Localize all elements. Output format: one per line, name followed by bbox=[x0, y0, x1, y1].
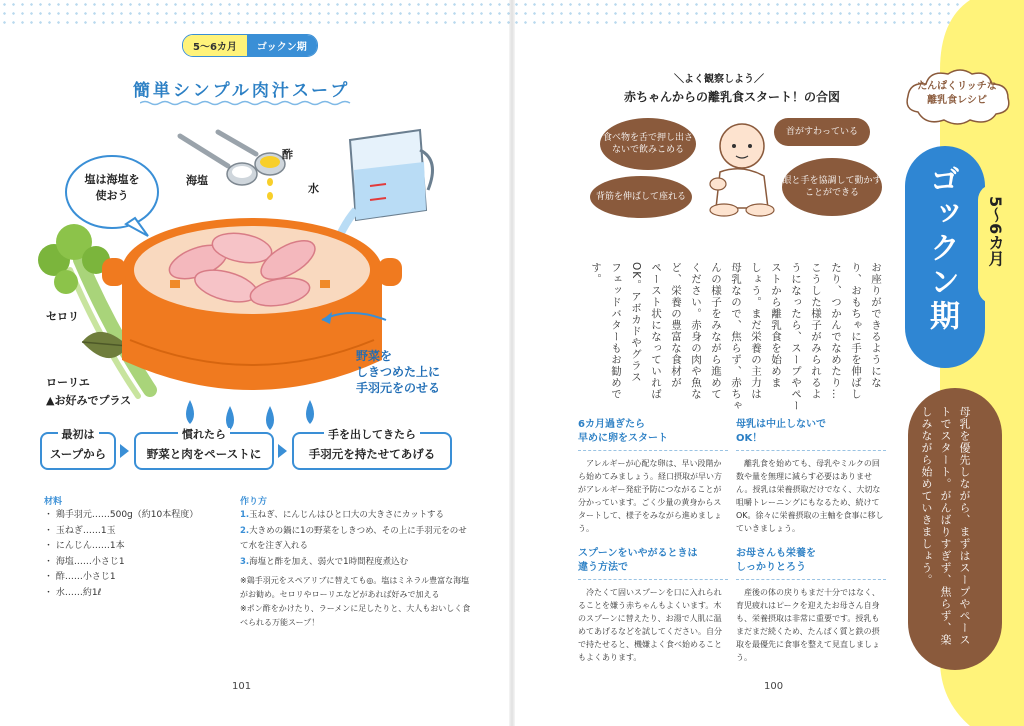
label-optional: ▲お好みでプラス bbox=[46, 394, 132, 407]
sign-neck: 首がすわっている bbox=[774, 118, 870, 146]
info-body: アレルギーが心配な卵は、早い段階から始めてみましょう。経口摂取が早い方がアレルギー発症予防につながることが分かっています。ごく少量の黄身からスタートして、様子をみながら進めましょう。 bbox=[578, 459, 722, 533]
info-section bbox=[578, 547, 728, 664]
info-heading: 母乳は中止しないで OK！ bbox=[736, 418, 886, 451]
info-heading: スプーンをいやがるときは 違う方法で bbox=[578, 547, 728, 580]
tag-age: 5～6カ月 bbox=[183, 35, 247, 56]
ingredients-list bbox=[44, 508, 198, 601]
method-step: 1.玉ねぎ、にんじんはひと口大の大きさにカットする bbox=[240, 510, 444, 520]
observe-title: 赤ちゃんからの離乳食スタート！の合図 bbox=[624, 90, 841, 104]
book-spine bbox=[509, 0, 515, 726]
intro-tab-text: 母乳を優先しながら、まずはスープやペーストでスタート。がんばりすぎず、焦らず、楽しみながら始めていきましょう。 bbox=[920, 406, 971, 646]
info-section bbox=[736, 418, 886, 535]
step-2: 慣れたら 野菜と肉をペーストに bbox=[134, 432, 274, 470]
label-water: 水 bbox=[308, 182, 319, 195]
dot-border bbox=[0, 0, 512, 26]
ingredient-item: ・ 玉ねぎ……1玉 bbox=[44, 525, 116, 536]
recipe-title: 簡単シンプル肉汁スープ bbox=[133, 81, 351, 101]
feeding-steps bbox=[40, 428, 452, 472]
veg-note: 野菜を しきつめた上に 手羽元をのせる bbox=[356, 349, 441, 395]
info-column-left bbox=[578, 418, 728, 676]
step-3: 手を出してきたら 手羽元を持たせてあげる bbox=[292, 432, 452, 470]
page-number-left: 101 bbox=[232, 681, 252, 692]
age-tab-text: 5～6カ月 bbox=[986, 196, 1005, 267]
right-page bbox=[512, 0, 1024, 726]
ingredient-item: ・ 水……約1ℓ bbox=[44, 587, 102, 598]
sign-sitting: 背筋を伸ばして座れる bbox=[590, 176, 692, 218]
note-1: ※鶏手羽元をスペアリブに替えても◎。塩はミネラル豊富な海塩がお勧め。セロリやローリエなどがあれば好みで加える bbox=[240, 576, 470, 599]
label-celery: セロリ bbox=[46, 310, 79, 323]
method-list bbox=[240, 508, 470, 570]
method-heading: 作り方 bbox=[240, 497, 268, 507]
step-1: 最初は スープから bbox=[40, 432, 116, 470]
ingredient-item: ・ 鶏手羽元……500g（約10本程度） bbox=[44, 510, 199, 520]
sign-eye-hand: 眼と手を協調して動かすことができる bbox=[782, 158, 882, 216]
note-2: ※ポン酢をかけたり、ラーメンに足したりと、大人もおいしく食べられる万能スープ！ bbox=[240, 604, 471, 627]
info-section bbox=[736, 547, 886, 664]
info-heading: お母さんも栄養を しっかりとろう bbox=[736, 547, 886, 580]
ingredient-item: ・ にんじん……1本 bbox=[44, 541, 125, 551]
stage-tab-text: ゴックン期 bbox=[924, 164, 959, 334]
sign-swallow: 食べ物を舌で押し出さないで飲みこめる bbox=[600, 118, 696, 170]
stage-tag bbox=[182, 34, 318, 57]
step-arrow bbox=[120, 444, 129, 458]
observe-label: ＼よく観察しよう／ bbox=[674, 74, 764, 85]
side-cloud-text: たんぱくリッチな 離乳食レシピ bbox=[917, 81, 997, 106]
baby-icon bbox=[698, 118, 784, 218]
ingredient-item: ・ 酢……小さじ1 bbox=[44, 572, 116, 582]
info-column-right bbox=[736, 418, 886, 676]
info-body: 冷たくて固いスプーンを口に入れられることを嫌う赤ちゃんもよくいます。木のスプーンに替えたり、お湯で人肌に温めてあげるなどを試してください。自分で持たせると、機嫌よく食べ始めることもよくあります。 bbox=[578, 588, 722, 662]
info-heading: 6カ月過ぎたら 早めに卵をスタート bbox=[578, 418, 728, 451]
info-section bbox=[578, 418, 728, 535]
label-sea-salt: 海塩 bbox=[186, 174, 208, 187]
salt-bubble-text: 塩は海塩を 使おう bbox=[84, 173, 140, 202]
page-number-right: 100 bbox=[764, 681, 784, 692]
title-underline bbox=[140, 100, 360, 106]
label-vinegar: 酢 bbox=[282, 148, 293, 161]
method-step: 3.海塩と酢を加え、弱火で1時間程度煮込む bbox=[240, 556, 409, 567]
recipe-notes bbox=[240, 574, 472, 630]
info-body: 離乳食を始めても、母乳やミルクの回数や量を無理に減らす必要はありません。授乳は栄養摂取だけでなく、大切な咀嚼トレーニングにもなるため、続けてOK。徐々に栄養摂取の主軸を食事に移していきましょう。 bbox=[736, 459, 884, 533]
step-arrow bbox=[278, 444, 287, 458]
method-step: 2.大きめの鍋に1の野菜をしきつめ、その上に手羽元をのせて水を注ぎ入れる bbox=[240, 525, 467, 551]
tag-stage: ゴックン期 bbox=[247, 35, 317, 56]
intro-vertical-text: お座りができるようにな り、おもちゃに手を伸ばし たり、つかんでなめたり… こうした様子がみられるよ うになったら、スープやペー ストから離乳食を始めま しょう。まだ栄養の主力は 母乳なので、焦らず、赤ちゃ んの様子をみながら進めて ください。赤身の肉や魚な ど、栄養の豊富な食材が ペースト状になっていれば OK。アボカドやグラス フェッドバターもお勧めで す。 bbox=[590, 262, 882, 412]
ingredients-heading: 材料 bbox=[44, 497, 63, 507]
label-bay-leaf: ローリエ bbox=[46, 376, 90, 389]
info-body: 産後の体の戻りもまだ十分ではなく、育児疲れはピークを迎えたお母さん自身も、栄養摂取は非常に重要です。授乳もまだまだ続くため、たんぱく質と鉄の摂取を最優先に食事を整えて見直しましょう。 bbox=[736, 588, 880, 662]
ingredient-item: ・ 海塩……小さじ1 bbox=[44, 556, 125, 567]
